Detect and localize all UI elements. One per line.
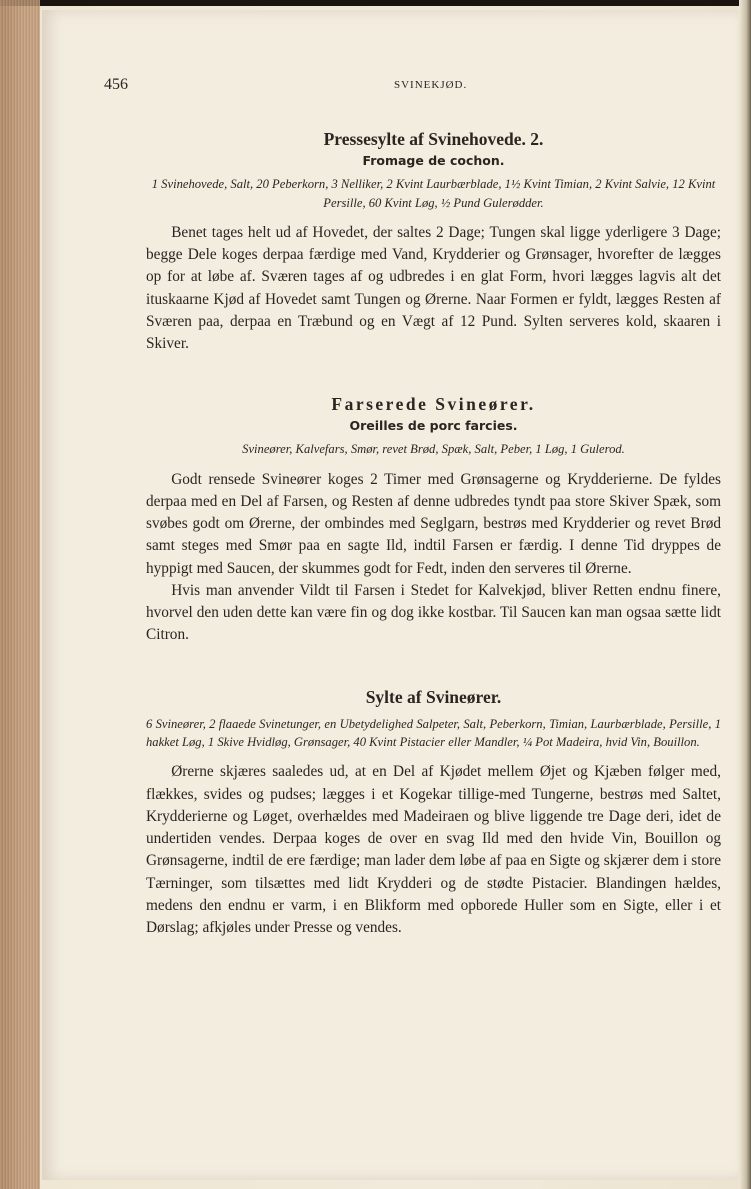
recipe-farserede-svineorer <box>146 393 721 646</box>
page-number: 456 <box>104 76 128 93</box>
recipe-title: Farserede Svineører. <box>331 394 536 415</box>
ingredient-list: 6 Svineører, 2 flaaede Svinetunger, en Ubetydelighed Salpeter, Salt, Peberkorn, Timian, Laurbærblade, Persille, 1 hakket Løg, 1 Skive Hvidløg, Grønsager, 40 Kvint Pistacier eller Mandler, ¼ Pot Madeira, hvid Vin, Bouillon. <box>146 716 721 750</box>
recipe-paragraph: Benet tages helt ud af Hovedet, der saltes 2 Dage; Tungen skal ligge yderligere 3 Dage; begge Dele koges derpaa færdige med Vand, Krydderier og Grønsager, hvorefter de lægges op for at løbe af. Sværen tages af og udbredes i en glat Form, hvori lægges lagvis alt det ituskaarne Kjød af Hovedet samt Tungen og Ørerne. Naar Formen er fyldt, lægges Resten af Sværen paa, derpaa en Træbund og en Vægt af 12 Pund. Sylten serveres kold, skaaren i Skiver. <box>146 224 721 353</box>
recipe-title: Pressesylte af Svinehovede. 2. <box>323 129 544 149</box>
section-spacer <box>146 646 721 686</box>
recipe-sylte-af-svineorer <box>146 686 721 939</box>
recipe-pressesylte <box>146 128 721 355</box>
running-head: SVINEKJØD. <box>394 79 468 91</box>
ingredient-list: Svineører, Kalvefars, Smør, revet Brød, Spæk, Salt, Peber, 1 Løg, 1 Gulerod. <box>242 442 625 457</box>
recipe-paragraph: Godt rensede Svineører koges 2 Timer med Grønsagerne og Krydderierne. De fyldes derpaa med en Del af Farsen, og Resten af denne udbredes tyndt paa store Skiver Spæk, som svøbes godt om Ørerne, der ombindes med Seglgarn, bestrøs med Krydderier og revet Brød samt steges med Smør paa en sagte Ild, indtil Farsen er færdig. I denne Tid dryppes de hyppigt med Saucen, der skummes godt for Fedt, inden den serveres til Ørerne. <box>146 470 721 577</box>
section-spacer <box>146 355 721 393</box>
page-header <box>104 76 704 100</box>
top-shadow <box>0 0 751 6</box>
recipe-subtitle: Oreilles de porc farcies. <box>349 418 518 434</box>
recipe-title: Sylte af Svineører. <box>365 687 502 708</box>
page-content <box>146 128 721 939</box>
recipe-subtitle: Fromage de cochon. <box>362 153 505 169</box>
recipe-paragraph: Ørerne skjæres saaledes ud, at en Del af Kjødet mellem Øjet og Kjæben følger med, flækkes, svides og pudses; lægges i et Kogekar tillige-med Tungerne, bestrøs med Saltet, Krydderierne og Løget, overhældes med Madeiraen og blive liggende tre Dage deri, idet de undertiden vendes. Derpaa koges de over en svag Ild med den hvide Vin, Bouillon og Grønsagerne, indtil de ere færdige; man lader dem løbe af paa en Sigte og skjærer dem i store Tærninger, som tilsættes med lidt Krydderi og de stødte Pistacier. Blandingen hældes, medens den endnu er varm, i en Blikform med opborede Huller som en Sigte, eller i et Dørslag; afkjøles under Presse og vendes. <box>146 763 721 936</box>
recipe-paragraph: Hvis man anvender Vildt til Farsen i Stedet for Kalvekjød, bliver Retten endnu finere, hvorvel den uden dette kan være fin og dog ikke kostbar. Til Saucen kan man ogsaa sætte lidt Citron. <box>146 581 721 644</box>
right-edge <box>739 0 751 1189</box>
ingredient-list: 1 Svinehovede, Salt, 20 Peberkorn, 3 Nelliker, 2 Kvint Laurbærblade, 1½ Kvint Timian, 2 Kvint Salvie, 12 Kvint Persille, 60 Kvint Løg, ½ Pund Gulerødder. <box>151 177 716 210</box>
page-edges <box>0 0 40 1189</box>
